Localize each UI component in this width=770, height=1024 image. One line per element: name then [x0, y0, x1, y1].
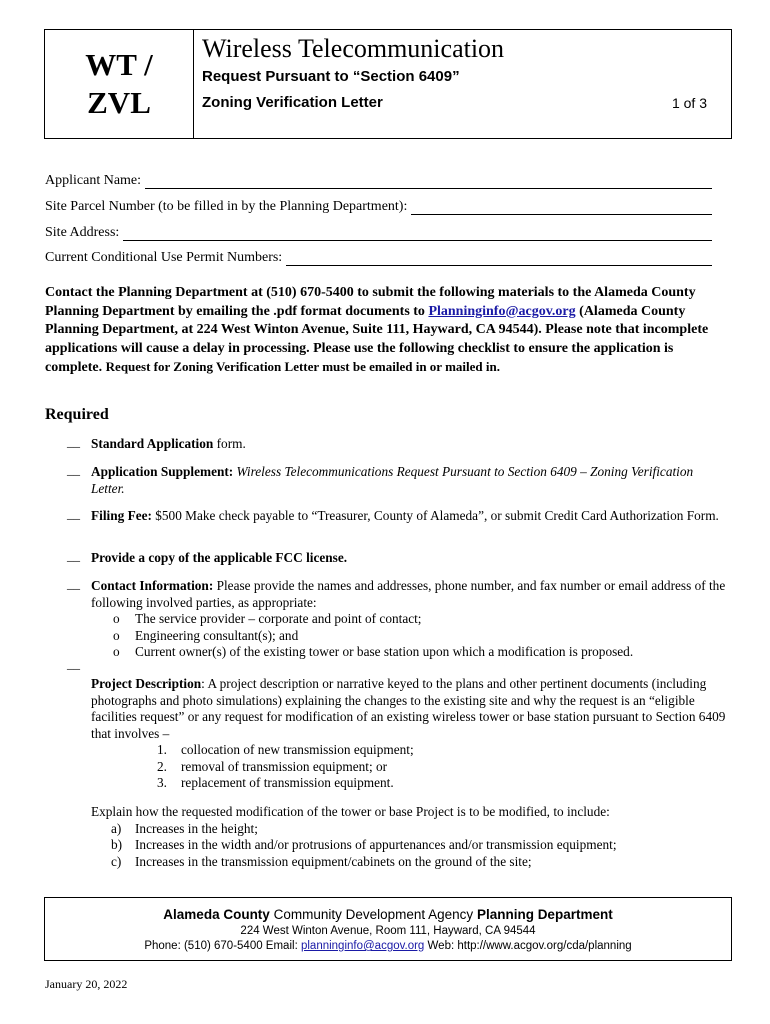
- instructions-paragraph: [45, 284, 715, 378]
- list-item: a) Increases in the height;: [111, 820, 258, 836]
- checkbox-fee[interactable]: __: [67, 506, 80, 521]
- item-application-supplement: [91, 464, 727, 497]
- standard-rest: form.: [213, 436, 246, 451]
- form-subtitle: Request Pursuant to “Section 6409”: [202, 68, 460, 85]
- site-parcel-line[interactable]: [411, 200, 712, 215]
- contact-sublist: [91, 611, 727, 661]
- list-item: 3. replacement of transmission equipment.: [157, 775, 394, 790]
- applicant-name-label: Applicant Name:: [45, 173, 142, 188]
- required-heading: Required: [45, 406, 109, 423]
- checkbox-contact[interactable]: __: [67, 576, 80, 591]
- footer-email-link[interactable]: planninginfo@acgov.org: [300, 940, 425, 952]
- item-standard-application: [91, 436, 727, 453]
- footer-contact-line: Phone: (510) 670-5400 Email: planninginfo@acgov.org Web: http://www.acgov.org/cda/planning: [144, 940, 632, 952]
- page-number: 1 of 3: [671, 95, 707, 111]
- site-parcel-label: Site Parcel Number (to be filled in by the Planning Department):: [45, 199, 408, 214]
- permit-numbers-line[interactable]: [286, 251, 712, 266]
- form-header: [44, 29, 732, 139]
- form-code-line1: WT /: [85, 47, 153, 82]
- supplement-bold: Application Supplement:: [91, 464, 234, 479]
- form-code: [45, 30, 194, 138]
- fee-rest: $500 Make check payable to “Treasurer, County of Alameda”, or submit Credit Card Authorization Form.: [151, 508, 719, 523]
- checkbox-standard[interactable]: __: [67, 434, 80, 449]
- list-item: c) Increases in the transmission equipment/cabinets on the ground of the site;: [111, 853, 532, 869]
- project-rest: : A project description or narrative keyed to the plans and other pertinent documents (including photographs and photo simulations) explaining the changes to the existing site and why the request is an “eligible facilities request” or any request for modification of an existing wireless tower or base station pursuant to Section 6409 that involves –: [91, 676, 726, 741]
- instructions-part2: (Alameda County Planning Department, at 224 West Winton Avenue, Suite 111, Hayward, CA 94544). Please note that incomplete applications will cause a delay in processing. Please use the following checklist to ensure the application is complete.: [45, 303, 709, 375]
- list-item: o Engineering consultant(s); and: [113, 627, 299, 643]
- form-title: Wireless Telecommunication: [202, 34, 505, 63]
- form-code-line2: ZVL: [87, 85, 151, 120]
- item-fcc-license: [91, 550, 727, 567]
- contact-bold: Contact Information:: [91, 578, 214, 593]
- footer-address: 224 West Winton Avenue, Room 111, Hayward, CA 94544: [240, 925, 536, 937]
- explain-sublist: [91, 821, 727, 871]
- checkbox-fcc[interactable]: __: [67, 548, 80, 563]
- site-parcel-field[interactable]: [45, 197, 712, 215]
- list-item: b) Increases in the width and/or protrusions of appurtenances and/or transmission equipment;: [111, 837, 617, 852]
- item-filing-fee: [91, 508, 727, 525]
- item-project-description: [91, 676, 727, 792]
- item-explain-modification: [91, 804, 727, 870]
- list-item: o The service provider – corporate and point of contact;: [113, 611, 422, 626]
- list-item: o Current owner(s) of the existing tower or base station upon which a modification is proposed.: [113, 644, 634, 659]
- form-subtitle-2: Zoning Verification Letter: [202, 94, 383, 111]
- revision-date: January 20, 2022: [45, 977, 128, 991]
- item-contact-information: [91, 578, 727, 661]
- instructions-part1: Contact the Planning Department at (510) 670-5400 to submit the following materials to the Alameda County Planning Department by emailing the .pdf format documents to: [45, 285, 696, 319]
- applicant-name-line[interactable]: [145, 174, 712, 189]
- standard-bold: Standard Application: [91, 436, 214, 451]
- instructions-part3: Request for Zoning Verification Letter must be emailed in or mailed in.: [105, 359, 500, 374]
- project-bold: Project Description: [91, 676, 202, 691]
- project-sublist: [91, 742, 727, 792]
- applicant-name-field[interactable]: [45, 171, 712, 189]
- permit-numbers-label: Current Conditional Use Permit Numbers:: [45, 250, 283, 265]
- footer-contact-box: [44, 897, 732, 961]
- supplement-rest: Wireless Telecommunications Request Pursuant to Section 6409 – Zoning Verification Letter.: [91, 464, 694, 496]
- list-item: 2. removal of transmission equipment; or: [157, 758, 388, 774]
- site-address-line[interactable]: [123, 226, 712, 241]
- contact-rest: Please provide the names and addresses, phone number, and fax number or email address of the following involved parties, as appropriate:: [91, 578, 726, 610]
- checkbox-supplement[interactable]: __: [67, 462, 80, 477]
- footer-org: Alameda County Community Development Agency Planning Department: [163, 907, 613, 922]
- form-title-area: [194, 30, 731, 138]
- list-item: 1. collocation of new transmission equipment;: [157, 742, 414, 757]
- site-address-field[interactable]: [45, 223, 712, 241]
- fcc-bold: Provide a copy of the applicable FCC license.: [91, 550, 348, 565]
- explain-text: Explain how the requested modification of the tower or base Project is to be modified, to include:: [91, 804, 610, 819]
- fee-bold: Filing Fee:: [91, 508, 152, 523]
- checkbox-project[interactable]: __: [67, 656, 80, 671]
- permit-numbers-field[interactable]: [45, 248, 712, 266]
- planning-email-link[interactable]: Planninginfo@acgov.org: [428, 303, 576, 319]
- site-address-label: Site Address:: [45, 225, 120, 240]
